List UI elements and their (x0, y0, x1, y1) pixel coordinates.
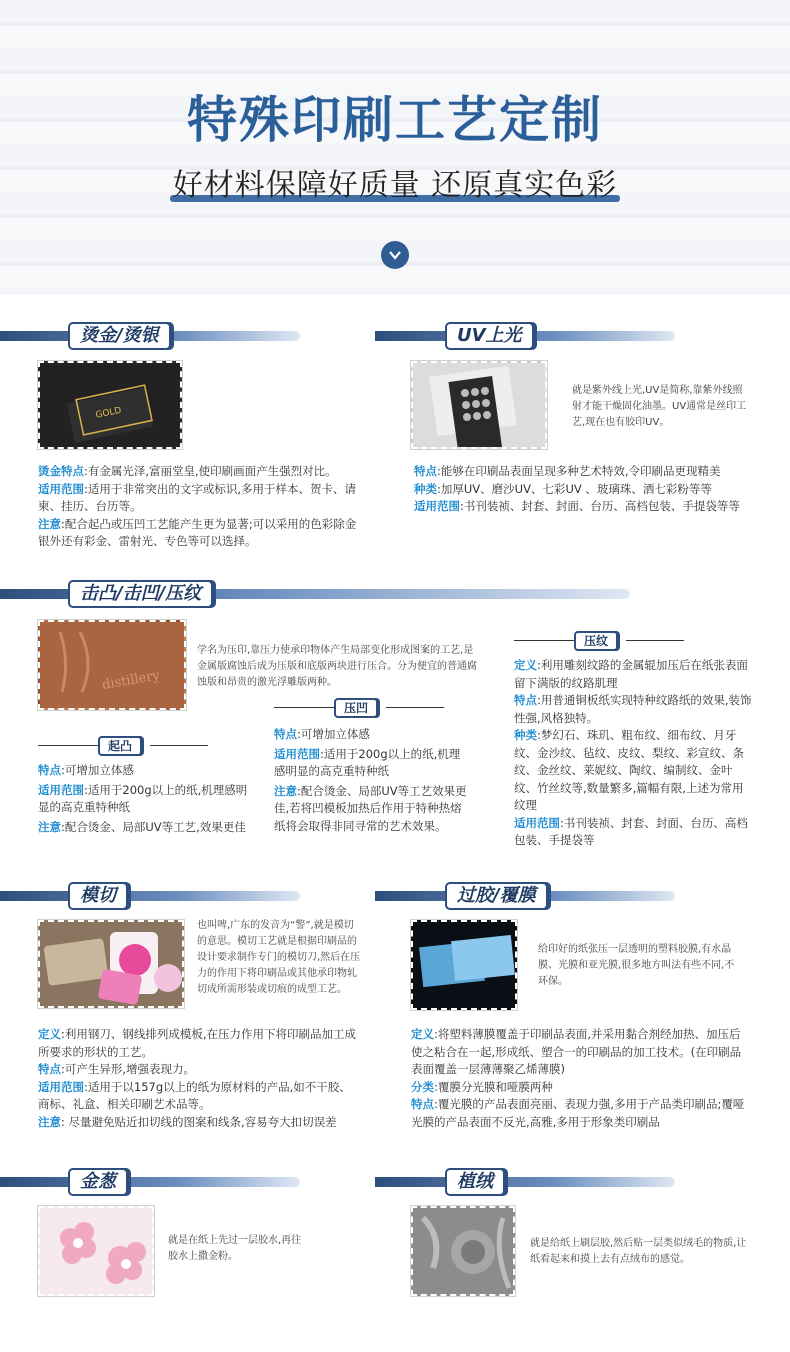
subheader-debossed (274, 698, 444, 718)
label: 注意 (38, 516, 61, 531)
section-header-die-cut (0, 886, 310, 908)
page-subtitle: 好材料保障好质量 还原真实色彩 (172, 168, 618, 203)
subheader-label: 起凸 (98, 736, 142, 756)
label: 特点 (38, 1062, 61, 1076)
label: 定义 (411, 1027, 434, 1041)
label: 特点 (38, 763, 61, 777)
text: : 尽量避免贴近扣切线的图案和线条,容易夸大扣切误差 (61, 1114, 337, 1129)
text: :覆膜分光膜和哑膜两种 (434, 1079, 553, 1094)
text: :配合烫金、局部UV等工艺,效果更佳 (61, 819, 246, 834)
text: :可增加立体感 (61, 763, 134, 777)
label: 适用范围 (38, 1079, 84, 1094)
page-title: 特殊印刷工艺定制 (187, 91, 603, 149)
label: 特点 (274, 727, 297, 741)
divider (386, 707, 444, 708)
text: :利用雕刻纹路的金属辊加压后在纸张表面留下满版的纹路肌理 (514, 658, 748, 690)
text: :适用于200g以上的纸,机理感明显的高克重特种纸 (38, 782, 248, 814)
lamination-description (411, 1026, 751, 1131)
glitter-intro: 就是在纸上先过一层胶水,再往胶水上撒金粉。 (168, 1235, 302, 1262)
divider (626, 640, 684, 641)
label: 适用范围 (38, 481, 84, 496)
label: 种类 (414, 481, 437, 496)
section-header-glitter (0, 1172, 310, 1194)
text: :可增加立体感 (297, 727, 370, 741)
label: 特点 (411, 1097, 434, 1111)
texture-description (514, 657, 754, 850)
section-title: 击凸/击凹/压纹 (68, 580, 213, 608)
header-bar (375, 1177, 675, 1187)
die-cut-intro: 也叫啤,广东的发音为“警”,就是模切的意思。模切工艺就是根据印刷品的设计要求制作专门的模切刀,然后在压力的作用下将印刷品或其他承印物轧切成所需形装或切痕的成型工艺。 (197, 920, 361, 995)
label: 适用范围 (514, 815, 560, 830)
label: 定义 (514, 658, 537, 672)
section-title: 模切 (68, 882, 128, 910)
lamination-intro: 给印好的纸张压一层透明的塑料胶膜,有水晶膜、光膜和亚光膜,很多地方叫法有些不同,不环保。 (538, 944, 735, 987)
subheader-label: 压纹 (574, 631, 618, 651)
flocking-intro: 就是给纸上刷层胶,然后贴一层类似绒毛的物质,让纸看起来和摸上去有点绒布的感觉。 (530, 1238, 747, 1265)
label: 定义 (38, 1027, 61, 1041)
text: :适用于以157g以上的纸为原材料的产品,如不干胶、商标、礼盒、相关印刷艺术品等。 (38, 1079, 351, 1111)
label: 特点 (514, 693, 537, 707)
label: 分类 (411, 1079, 434, 1094)
section-title: 植绒 (445, 1168, 505, 1196)
hero-banner (0, 0, 790, 295)
section-title: 过胶/覆膜 (445, 882, 548, 910)
text: :适用于非常突出的文字或标识,多用于样本、贺卡、请柬、挂历、台历等。 (38, 481, 357, 513)
header-bar (0, 891, 300, 901)
text: :有金属光泽,富丽堂皇,使印刷画面产生强烈对比。 (84, 464, 337, 478)
hot-stamping-description (38, 463, 358, 551)
divider (38, 745, 98, 746)
distillery-text: distillery (101, 668, 161, 694)
label: 注意 (38, 1114, 61, 1129)
uv-description (414, 463, 754, 516)
section-header-uv (375, 326, 685, 348)
section-title: 烫金/烫银 (68, 322, 171, 350)
svg-text:GOLD: GOLD (94, 405, 123, 421)
text: :适用于200g以上的纸,机理感明显的高克重特种纸 (274, 746, 461, 778)
text: :配合烫金、局部UV等工艺效果更佳,若将凹模板加热后作用于特种热熔纸将会取得非同寻常的艺术效果。 (274, 783, 467, 833)
label: 注意 (38, 819, 61, 834)
raised-description (38, 762, 248, 836)
text: :将塑料薄膜覆盖于印刷品表面,并采用黏合剂经加热、加压后使之粘合在一起,形成纸、塑合一的印刷品的加工技术。(在印刷品表面覆盖一层薄薄聚乙烯薄膜) (411, 1027, 742, 1076)
glitter-flowers-image (38, 1206, 154, 1296)
embossed-card-image (38, 620, 186, 710)
divider (274, 707, 334, 708)
die-cut-tags-image (38, 920, 184, 1008)
section-header-lamination (375, 886, 685, 908)
text: :梦幻石、珠玑、粗布纹、细布纹、月牙纹、金沙纹、毡纹、皮纹、梨纹、彩宣纹、条纹、金丝纹、莱妮纹、陶纹、编制纹、金叶纹、竹丝纹等,数量繁多,篇幅有限,上述为常用纹理 (514, 728, 744, 812)
text: :覆光膜的产品表面亮丽、表现力强,多用于产品类印刷品;覆哑光膜的产品表面不反光,高雅,多用于形象类印刷品 (411, 1097, 745, 1129)
flocking-texture-image (411, 1206, 515, 1296)
text: :能够在印刷品表面呈现多种艺术特效,令印刷品更现精美 (437, 464, 721, 478)
section-title: UV上光 (445, 322, 534, 350)
section-header-hot-stamping (0, 326, 310, 348)
label: 特点 (414, 464, 437, 478)
label: 注意 (274, 783, 297, 798)
text: :利用钢刀、钢线排列成模板,在压力作用下将印刷品加工成所要求的形状的工艺。 (38, 1027, 357, 1059)
text: :加厚UV、磨沙UV、七彩UV 、玻璃珠、洒七彩粉等等 (437, 481, 712, 496)
text: :书刊装祯、封套、封面、台历、高档包装、手提袋等 (514, 815, 748, 847)
label: 适用范围 (414, 499, 460, 513)
laminated-card-image (411, 920, 517, 1010)
section-header-emboss (0, 584, 640, 606)
text: :用普通铜板纸实现特种纹路纸的效果,装饰性强,风格独特。 (514, 693, 752, 725)
emboss-intro: 学名为压印,靠压力使承印物体产生局部变化形成图案的工艺,是金属版腐蚀后成为压版和底版两块进行压合。分为便宜的普通腐蚀版和昂贵的激光浮雕版两种。 (197, 645, 477, 688)
subheader-texture (514, 631, 684, 651)
divider (150, 745, 208, 746)
uv-business-card-image (411, 361, 547, 449)
text: :可产生异形,增强表现力。 (61, 1062, 196, 1076)
chevron-down-icon[interactable] (381, 241, 409, 269)
label: 适用范围 (38, 782, 84, 797)
debossed-description (274, 726, 469, 835)
header-bar (0, 1177, 300, 1187)
gold-foil-card-image (38, 361, 182, 449)
section-header-flocking (375, 1172, 685, 1194)
label: 烫金特点 (38, 464, 84, 478)
text: :配合起凸或压凹工艺能产生更为显著;可以采用的色彩除金银外还有彩金、雷射光、专色等可以选择。 (38, 516, 357, 548)
text: :书刊装祯、封套、封面、台历、高档包装、手提袋等等 (460, 499, 740, 513)
label: 适用范围 (274, 746, 320, 761)
label: 种类 (514, 728, 537, 742)
uv-intro: 就是紫外线上光,UV是简称,靠紫外线照射才能干燥固化油墨。UV通常是丝印工艺,现在也有胶印UV。 (572, 385, 747, 428)
die-cut-description (38, 1026, 358, 1131)
section-title: 金葱 (68, 1168, 128, 1196)
subheader-raised (38, 736, 208, 756)
divider (514, 640, 574, 641)
subheader-label: 压凹 (334, 698, 378, 718)
